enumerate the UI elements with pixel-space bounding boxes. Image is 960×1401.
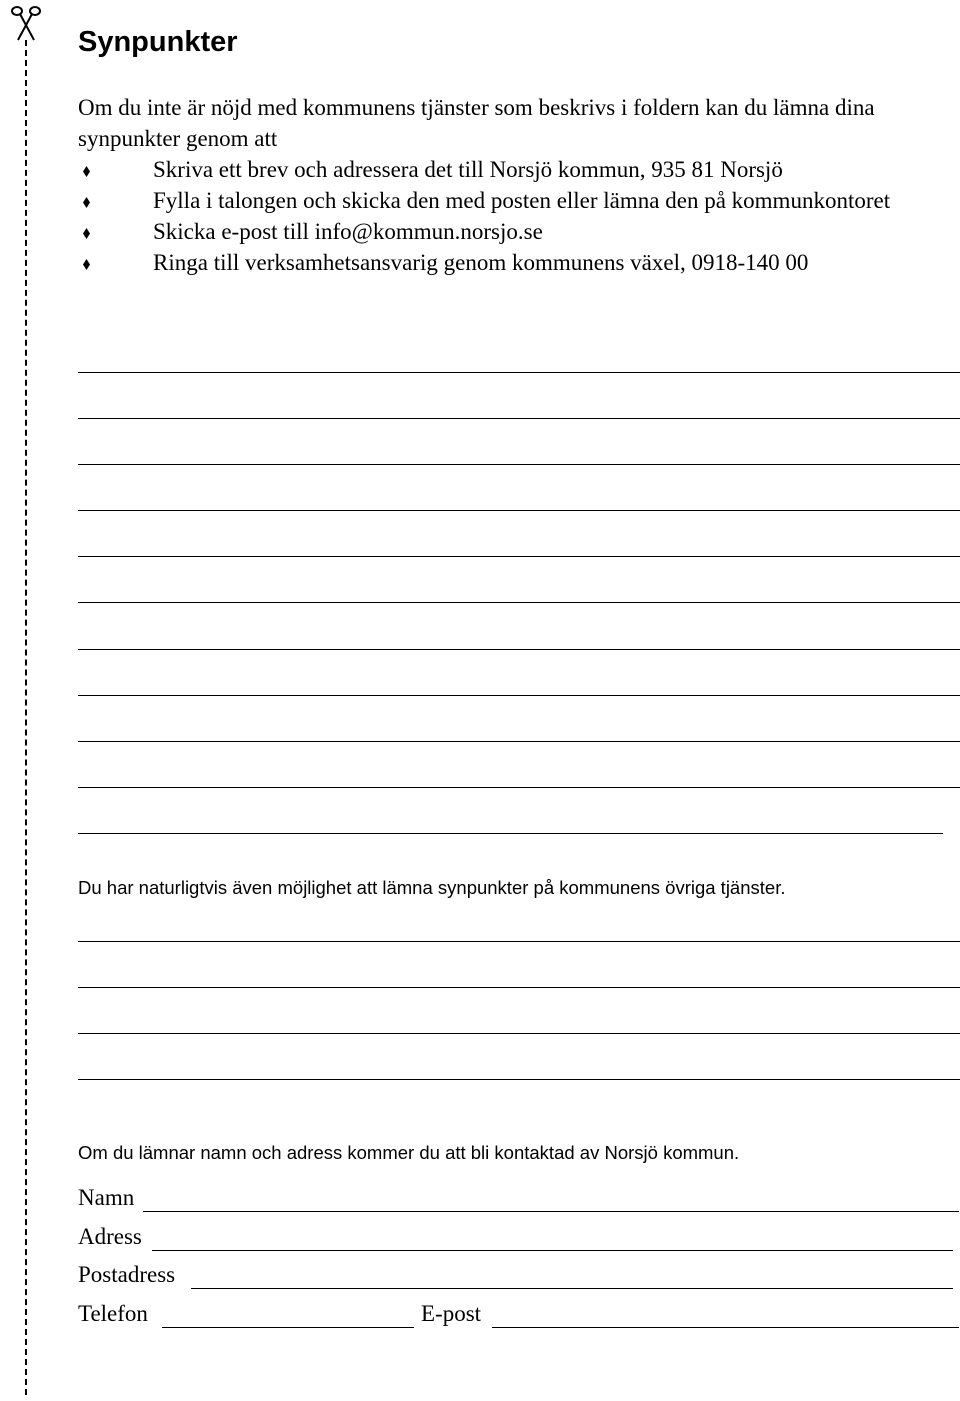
bullet-text-coupon: Fylla i talongen och skicka den med posten eller lämna den på kommunkontoret (153, 188, 891, 213)
other-services-note: Du har naturligtvis även möjlighet att lämna synpunkter på kommunens övriga tjänster. (78, 877, 786, 898)
name-field[interactable] (78, 1182, 960, 1216)
bullet-text-email: Skicka e-post till info@kommun.norsjo.se (153, 219, 543, 244)
intro-paragraph: Om du inte är nöjd med kommunens tjänster som beskrivs i foldern kan du lämna dina synpunkter genom att (78, 95, 875, 151)
writing-line[interactable] (78, 372, 960, 373)
diamond-bullet-icon (83, 259, 90, 270)
postal-address-field[interactable] (78, 1259, 960, 1293)
writing-line[interactable] (78, 941, 960, 942)
address-field[interactable] (78, 1221, 960, 1255)
diamond-bullet-icon (83, 197, 90, 208)
writing-line[interactable] (78, 1033, 960, 1034)
diamond-bullet-icon (83, 166, 90, 177)
email-blank[interactable] (492, 1327, 959, 1328)
writing-line[interactable] (78, 556, 960, 557)
writing-line[interactable] (78, 510, 960, 511)
name-blank[interactable] (143, 1211, 959, 1212)
address-label: Adress (78, 1224, 142, 1249)
writing-line[interactable] (78, 1079, 960, 1080)
postal-address-blank[interactable] (191, 1288, 953, 1289)
diamond-bullet-icon (83, 228, 90, 239)
postal-address-label: Postadress (78, 1262, 176, 1287)
writing-line[interactable] (78, 649, 960, 650)
writing-line[interactable] (78, 741, 960, 742)
writing-line[interactable] (78, 695, 960, 696)
writing-line[interactable] (78, 418, 960, 419)
contact-methods-list (78, 154, 953, 278)
address-blank[interactable] (152, 1250, 953, 1251)
phone-blank[interactable] (162, 1327, 414, 1328)
list-item (78, 154, 953, 185)
writing-line[interactable] (78, 833, 943, 834)
phone-label: Telefon (78, 1301, 148, 1326)
list-item (78, 247, 953, 278)
contact-note: Om du lämnar namn och adress kommer du att bli kontaktad av Norsjö kommun. (78, 1142, 740, 1163)
phone-email-row (78, 1298, 960, 1332)
name-label: Namn (78, 1185, 135, 1210)
dashed-cut-line (25, 40, 27, 1395)
writing-line[interactable] (78, 787, 960, 788)
bullet-text-letter: Skriva ett brev och adressera det till Norsjö kommun, 935 81 Norsjö (153, 157, 783, 182)
writing-line[interactable] (78, 464, 960, 465)
writing-line[interactable] (78, 987, 960, 988)
bullet-text-phone: Ringa till verksamhetsansvarig genom kommunens växel, 0918-140 00 (153, 250, 809, 275)
list-item (78, 185, 953, 216)
page-title: Synpunkter (78, 26, 238, 58)
list-item (78, 216, 953, 247)
writing-line[interactable] (78, 602, 960, 603)
email-label: E-post (421, 1301, 482, 1326)
scissors-icon (4, 2, 48, 46)
